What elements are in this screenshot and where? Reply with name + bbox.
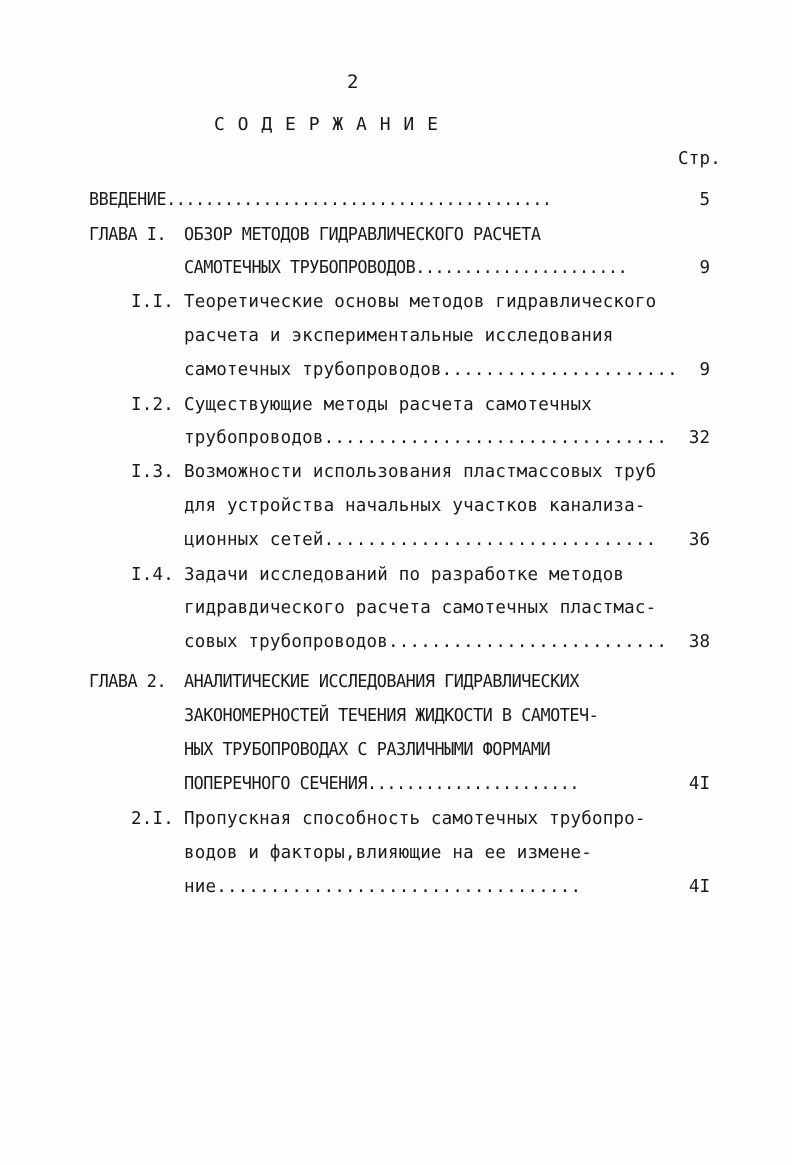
- leader-dots: ......................: [367, 774, 580, 794]
- page-column-header: Стр.: [678, 149, 721, 169]
- leader-dots: ..................................: [216, 877, 582, 897]
- toc-page-number: 38: [688, 632, 710, 652]
- section-title-line: Существующие методы расчета самотечных: [184, 395, 592, 415]
- section-title-line: [184, 877, 581, 897]
- toc-entry-text: ПОПЕРЕЧНОГО СЕЧЕНИЯ: [184, 774, 368, 794]
- toc-entry-text: ционных сетей: [184, 530, 324, 550]
- toc-page-number: 9: [699, 360, 710, 380]
- toc-entry-intro: [89, 190, 551, 210]
- page-number: 2: [347, 71, 359, 93]
- toc-entry-text: трубопроводов: [184, 428, 324, 448]
- section-number: I.4.: [131, 565, 174, 585]
- leader-dots: ..........................: [387, 632, 668, 652]
- toc-page-number: 4I: [688, 877, 710, 897]
- toc-entry-text: ние: [184, 877, 217, 897]
- toc-title: С О Д Е Р Ж А Н И Е: [214, 114, 439, 135]
- chapter-label: ГЛАВА 2.: [89, 672, 167, 692]
- section-number: 2.I.: [131, 809, 174, 829]
- chapter-label: ГЛАВА I.: [89, 225, 167, 245]
- toc-entry-text: САМОТЕЧНЫХ ТРУБОПРОВОДОВ: [184, 258, 416, 278]
- section-title-line: [184, 360, 678, 380]
- chapter-title-line: ОБЗОР МЕТОДОВ ГИДРАВЛИЧЕСКОГО РАСЧЕТА: [184, 225, 541, 245]
- leader-dots: ......................: [441, 360, 678, 380]
- section-title-line: расчета и экспериментальные исследования: [184, 326, 614, 346]
- section-title-line: гидравдического расчета самотечных пластмас-: [184, 598, 657, 618]
- toc-page-number: 32: [688, 428, 710, 448]
- section-title-line: [184, 632, 667, 652]
- section-title-line: [184, 428, 667, 448]
- section-title-line: Задачи исследований по разработке методов: [184, 565, 625, 585]
- chapter-title-line: [184, 774, 579, 794]
- section-title-line: водов и факторы,влияющие на ее измене-: [184, 843, 592, 863]
- leader-dots: ................................: [323, 428, 668, 448]
- leader-dots: ......................: [415, 258, 628, 278]
- toc-page-number: 4I: [688, 774, 710, 794]
- section-title-line: [184, 530, 656, 550]
- toc-page-number: 36: [688, 530, 710, 550]
- chapter-title-line: ЗАКОНОМЕРНОСТЕЙ ТЕЧЕНИЯ ЖИДКОСТИ В САМОТЕЧ-: [184, 706, 599, 726]
- section-title-line: Теоретические основы методов гидравлического: [184, 292, 657, 312]
- leader-dots: ...............................: [323, 530, 657, 550]
- section-number: I.3.: [131, 462, 174, 482]
- toc-page-number: 9: [699, 258, 710, 278]
- toc-entry-text: самотечных трубопроводов: [184, 360, 442, 380]
- chapter-title-line: [184, 258, 627, 278]
- toc-entry-text: ВВЕДЕНИЕ: [89, 190, 167, 210]
- chapter-title-line: НЫХ ТРУБОПРОВОДАХ С РАЗЛИЧНЫМИ ФОРМАМИ: [184, 740, 551, 760]
- section-title-line: Пропускная способность самотечных трубопро-: [184, 809, 646, 829]
- section-title-line: для устройства начальных участков канализа-: [184, 496, 646, 516]
- toc-page-number: 5: [699, 190, 710, 210]
- toc-entry-text: совых трубопроводов: [184, 632, 388, 652]
- chapter-title-line: АНАЛИТИЧЕСКИЕ ИССЛЕДОВАНИЯ ГИДРАВЛИЧЕСКИХ: [184, 672, 580, 692]
- leader-dots: ........................................: [166, 190, 552, 210]
- section-number: I.I.: [131, 292, 174, 312]
- section-number: I.2.: [131, 395, 174, 415]
- section-title-line: Возможности использования пластмассовых труб: [184, 462, 657, 482]
